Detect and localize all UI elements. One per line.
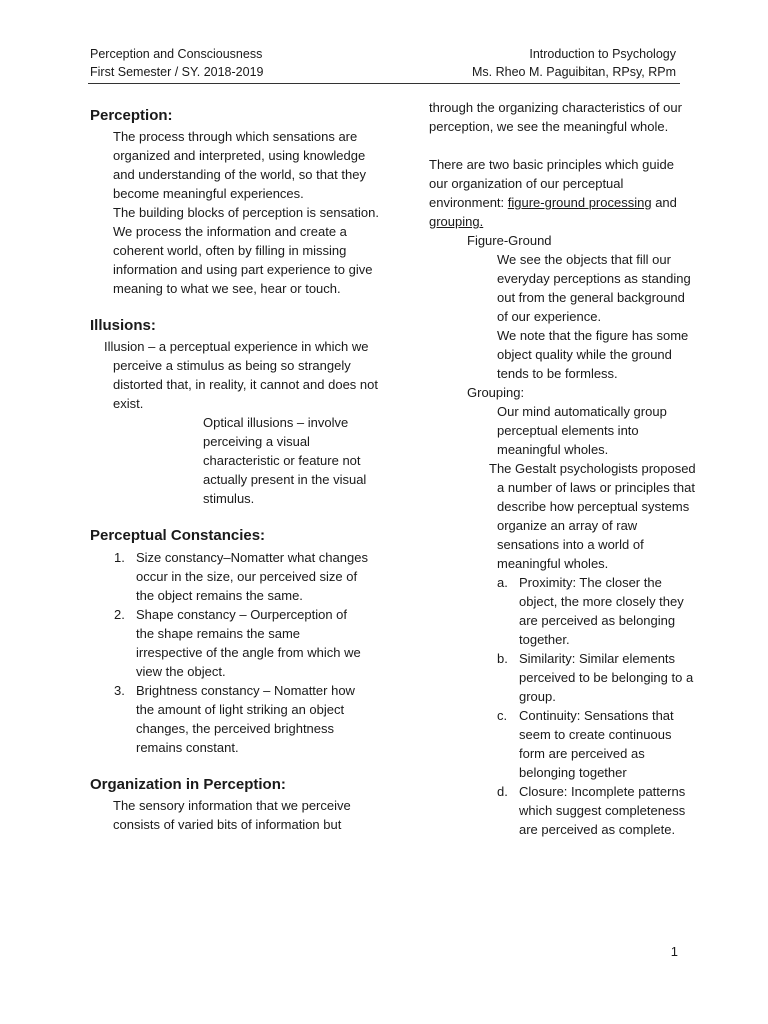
organization-text: The sensory information that we perceive consists of varied bits of information but [113, 798, 351, 832]
perception-heading: Perception: [90, 107, 173, 124]
header-right [472, 45, 676, 81]
list-marker: 2. [114, 607, 125, 622]
list-marker: d. [497, 784, 508, 799]
list-item [114, 548, 368, 605]
list-item [497, 649, 694, 706]
page-number: 1 [670, 944, 678, 959]
list-marker: c. [497, 708, 508, 723]
course-topic: Perception and Consciousness [90, 47, 263, 61]
illusions-heading: Illusions: [90, 317, 156, 334]
figure-ground-text: We see the objects that fill our everyday perceptions as standing out from the general background of our experience. [497, 252, 691, 324]
optical-illusions: Optical illusions – involve perceiving a visual characteristic or feature not actually present in the visual stimulus. [203, 415, 367, 506]
list-text: Size constancy–Nomatter what changes occur in the size, our perceived size of the object remains the same. [136, 550, 368, 603]
constancies-list [114, 548, 368, 757]
semester: First Semester / SY. 2018-2019 [90, 65, 264, 79]
perception-definition: The process through which sensations are organized and interpreted, using knowledge and understanding of the world, so that they become meaningful experiences. [113, 129, 366, 201]
principles-conjunction: and [651, 195, 677, 210]
illusion-definition: Illusion – a perceptual experience in which we perceive a stimulus as being so strangely distorted that, in reality, it cannot and does not exist. [104, 339, 378, 411]
header-divider [88, 83, 680, 84]
gestalt-text: The Gestalt psychologists proposed a number of laws or principles that describe how perceptual systems organize an array of raw sensations into a world of meaningful wholes. [489, 461, 696, 571]
principles-text: There are two basic principles which guide our organization of our perceptual environment: [429, 157, 674, 210]
perception-process: We process the information and create a coherent world, often by filling in missing information and using part experience to give meaning to what we see, hear or touch. [113, 224, 373, 296]
grouping-term: grouping. [429, 214, 484, 229]
organization-heading: Organization in Perception: [90, 776, 286, 793]
list-marker: 1. [114, 550, 125, 565]
instructor: Ms. Rheo M. Paguibitan, RPsy, RPm [471, 65, 676, 79]
perception-building-blocks: The building blocks of perception is sensation. [113, 205, 379, 220]
figure-ground-term: figure-ground processing [507, 195, 652, 210]
list-text: Continuity: Sensations that seem to create continuous form are perceived as belonging together [519, 708, 674, 780]
list-text: Shape constancy – Ourperception of the shape remains the same irrespective of the angle from which we view the object. [136, 607, 361, 679]
two-principles [429, 155, 684, 231]
right-column [429, 98, 699, 839]
constancies-heading: Perceptual Constancies: [90, 527, 266, 544]
grouping-text: Our mind automatically group perceptual elements into meaningful wholes. [497, 404, 667, 457]
list-marker: b. [497, 651, 508, 666]
list-item [114, 605, 368, 681]
list-item [497, 782, 694, 839]
list-text: Brightness constancy – Nomatter how the amount of light striking an object changes, the perceived brightness remains constant. [136, 683, 355, 755]
header-left [90, 45, 263, 81]
grouping-heading: Grouping: [467, 385, 525, 400]
organization-continued: through the organizing characteristics of our perception, we see the meaningful whole. [429, 100, 682, 134]
list-item [114, 681, 368, 757]
list-text: Similarity: Similar elements perceived to be belonging to a group. [519, 651, 694, 704]
figure-ground-note: We note that the figure has some object quality while the ground tends to be formless. [497, 328, 689, 381]
list-item [497, 706, 694, 782]
list-text: Closure: Incomplete patterns which suggest completeness are perceived as complete. [519, 784, 686, 837]
list-text: Proximity: The closer the object, the more closely they are perceived as belonging together. [519, 575, 684, 647]
left-column [90, 106, 380, 834]
list-item [497, 573, 694, 649]
gestalt-laws-list [497, 573, 694, 839]
list-marker: 3. [114, 683, 125, 698]
course-title: Introduction to Psychology [529, 47, 676, 61]
figure-ground-heading: Figure-Ground [467, 233, 552, 248]
list-marker: a. [497, 575, 508, 590]
